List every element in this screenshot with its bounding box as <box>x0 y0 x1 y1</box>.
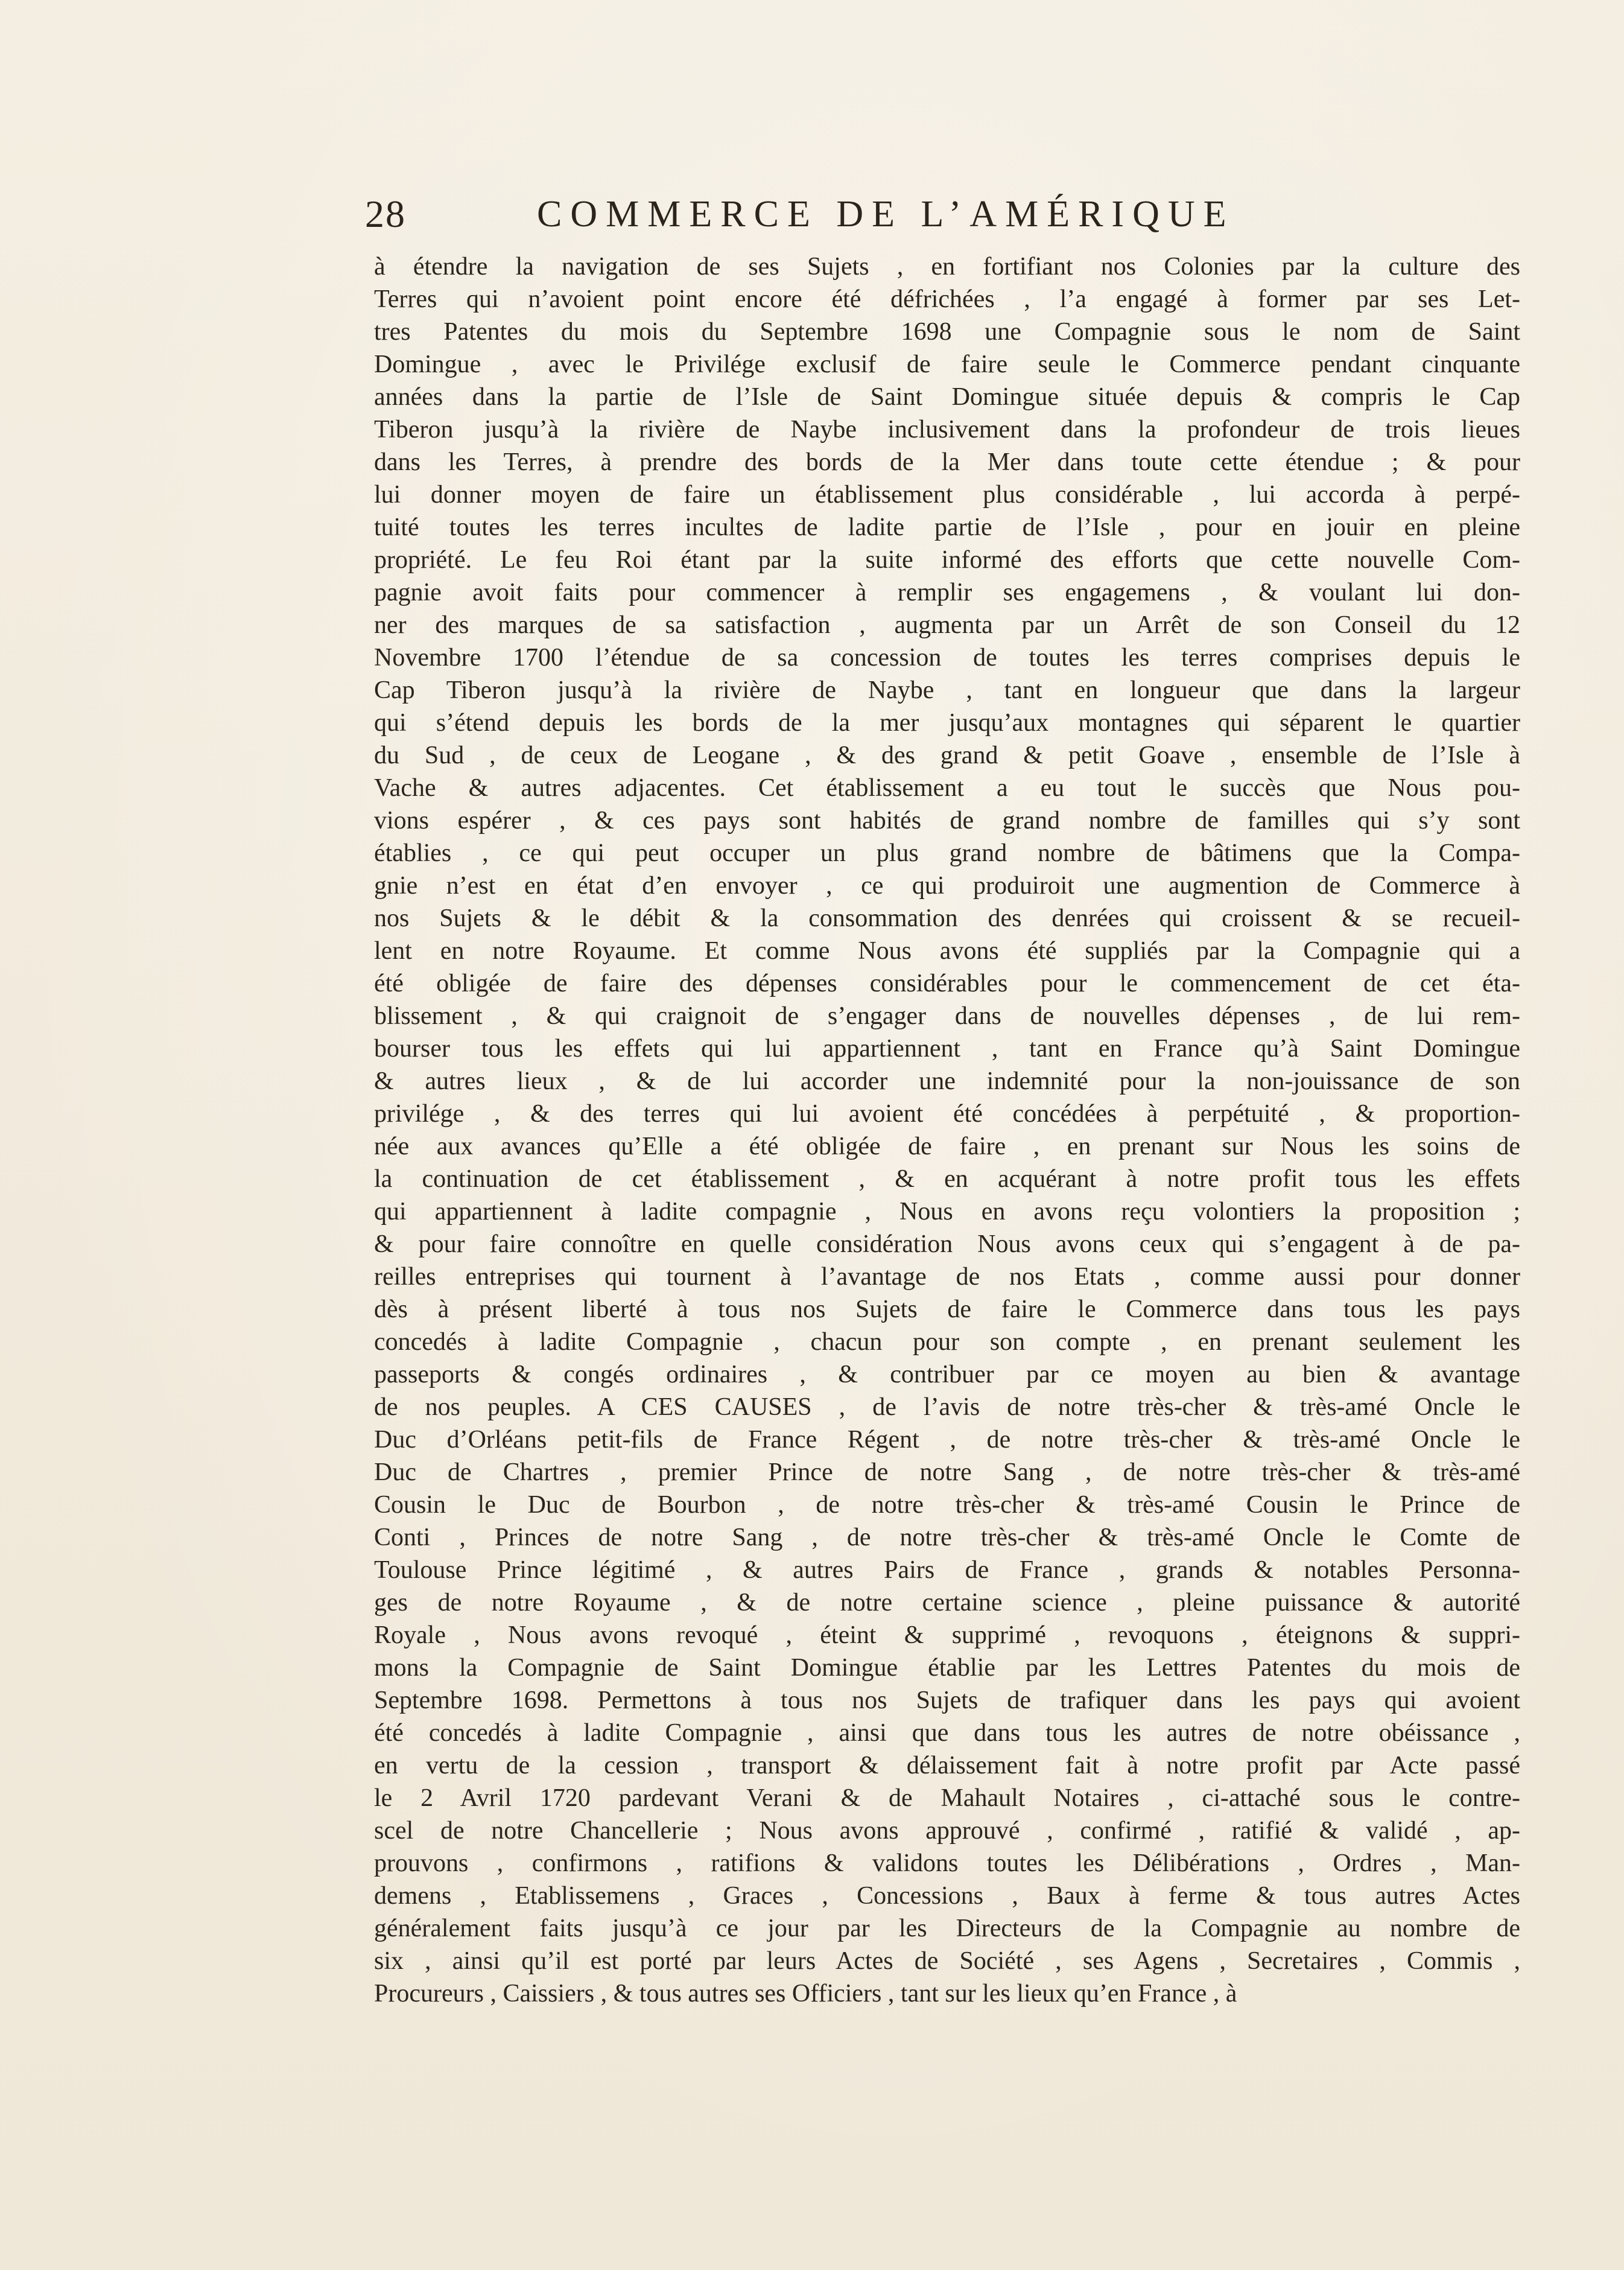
text-line: établies , ce qui peut occuper un plus grand nombre de bâtimens que la Compa- <box>374 839 1520 867</box>
body-text <box>374 250 1520 2010</box>
text-line: le 2 Avril 1720 pardevant Verani & de Mahault Notaires , ci-attaché sous le contre- <box>374 1784 1520 1812</box>
text-line: Vache & autres adjacentes. Cet établissement a eu tout le succès que Nous pou- <box>374 774 1520 802</box>
text-line: Cap Tiberon jusqu’à la rivière de Naybe , tant en longueur que dans la largeur <box>374 676 1520 704</box>
running-title: COMMERCE DE L’AMÉRIQUE <box>537 194 1235 235</box>
text-line: été obligée de faire des dépenses considérables pour le commencement de cet éta- <box>374 970 1520 997</box>
text-line: du Sud , de ceux de Leogane , & des grand & petit Goave , ensemble de l’Isle à <box>374 742 1520 769</box>
text-line: dans les Terres, à prendre des bords de la Mer dans toute cette étendue ; & pour <box>374 448 1520 476</box>
text-line: lui donner moyen de faire un établissement plus considérable , lui accorda à perpé- <box>374 481 1520 509</box>
text-line: nos Sujets & le débit & la consommation des denrées qui croissent & se recueil- <box>374 905 1520 932</box>
text-line: années dans la partie de l’Isle de Saint Domingue située depuis & compris le Cap <box>374 383 1520 411</box>
text-line: privilége , & des terres qui lui avoient été concédées à perpétuité , & proportion- <box>374 1100 1520 1128</box>
text-line: blissement , & qui craignoit de s’engager dans de nouvelles dépenses , de lui rem- <box>374 1002 1520 1030</box>
text-line: généralement faits jusqu’à ce jour par les Directeurs de la Compagnie au nombre de <box>374 1915 1520 1942</box>
text-line: concedés à ladite Compagnie , chacun pour son compte , en prenant seulement les <box>374 1328 1520 1356</box>
text-line: Cousin le Duc de Bourbon , de notre très-cher & très-amé Cousin le Prince de <box>374 1491 1520 1519</box>
text-line: Conti , Princes de notre Sang , de notre très-cher & très-amé Oncle le Comte de <box>374 1524 1520 1551</box>
text-line: Septembre 1698. Permettons à tous nos Sujets de trafiquer dans les pays qui avoient <box>374 1687 1520 1714</box>
text-line: mons la Compagnie de Saint Domingue établie par les Lettres Patentes du mois de <box>374 1654 1520 1682</box>
text-line: Duc de Chartres , premier Prince de notre Sang , de notre très-cher & très-amé <box>374 1458 1520 1486</box>
text-line: & pour faire connoître en quelle considération Nous avons ceux qui s’engagent à de pa- <box>374 1230 1520 1258</box>
text-line: prouvons , confirmons , ratifions & validons toutes les Délibérations , Ordres , Man- <box>374 1849 1520 1877</box>
text-line: reilles entreprises qui tournent à l’avantage de nos Etats , comme aussi pour donner <box>374 1263 1520 1291</box>
text-line: lent en notre Royaume. Et comme Nous avons été suppliés par la Compagnie qui a <box>374 937 1520 965</box>
text-line: Domingue , avec le Privilége exclusif de faire seule le Commerce pendant cinquante <box>374 351 1520 378</box>
text-line: demens , Etablissemens , Graces , Concessions , Baux à ferme & tous autres Actes <box>374 1882 1520 1910</box>
text-line: en vertu de la cession , transport & délaissement fait à notre profit par Acte passé <box>374 1752 1520 1779</box>
text-line: pagnie avoit faits pour commencer à remplir ses engagemens , & voulant lui don- <box>374 579 1520 606</box>
text-line: qui s’étend depuis les bords de la mer jusqu’aux montagnes qui séparent le quartier <box>374 709 1520 737</box>
text-line: née aux avances qu’Elle a été obligée de faire , en prenant sur Nous les soins de <box>374 1133 1520 1160</box>
text-line: tuité toutes les terres incultes de ladite partie de l’Isle , pour en jouir en pleine <box>374 513 1520 541</box>
text-line: dès à présent liberté à tous nos Sujets de faire le Commerce dans tous les pays <box>374 1296 1520 1323</box>
text-line: six , ainsi qu’il est porté par leurs Actes de Société , ses Agens , Secretaires , Commis , <box>374 1947 1520 1975</box>
text-line: de nos peuples. A CES CAUSES , de l’avis de notre très-cher & très-amé Oncle le <box>374 1393 1520 1421</box>
text-line: passeports & congés ordinaires , & contribuer par ce moyen au bien & avantage <box>374 1361 1520 1388</box>
text-line: scel de notre Chancellerie ; Nous avons approuvé , confirmé , ratifié & validé , ap- <box>374 1817 1520 1845</box>
text-line: tres Patentes du mois du Septembre 1698 une Compagnie sous le nom de Saint <box>374 318 1520 346</box>
text-line: propriété. Le feu Roi étant par la suite informé des efforts que cette nouvelle Com- <box>374 546 1520 574</box>
text-line: qui appartiennent à ladite compagnie , Nous en avons reçu volontiers la proposition ; <box>374 1198 1520 1226</box>
page-header <box>365 184 1348 244</box>
page-number: 28 <box>365 192 406 235</box>
text-line: & autres lieux , & de lui accorder une indemnité pour la non-jouissance de son <box>374 1067 1520 1095</box>
text-line: ner des marques de sa satisfaction , augmenta par un Arrêt de son Conseil du 12 <box>374 611 1520 639</box>
text-line: Novembre 1700 l’étendue de sa concession de toutes les terres comprises depuis le <box>374 644 1520 672</box>
text-line: vions espérer , & ces pays sont habités de grand nombre de familles qui s’y sont <box>374 807 1520 835</box>
text-line: Duc d’Orléans petit-fils de France Régent , de notre très-cher & très-amé Oncle le <box>374 1426 1520 1454</box>
text-line: gnie n’est en état d’en envoyer , ce qui produiroit une augmention de Commerce à <box>374 872 1520 900</box>
text-line: la continuation de cet établissement , & en acquérant à notre profit tous les effets <box>374 1165 1520 1193</box>
text-line: Procureurs , Caissiers , & tous autres ses Officiers , tant sur les lieux qu’en France , à <box>374 1980 1237 2008</box>
text-line: à étendre la navigation de ses Sujets , en fortifiant nos Colonies par la culture des <box>374 253 1520 281</box>
text-line: Tiberon jusqu’à la rivière de Naybe inclusivement dans la profondeur de trois lieues <box>374 416 1520 444</box>
text-line: été concedés à ladite Compagnie , ainsi que dans tous les autres de notre obéissance , <box>374 1719 1520 1747</box>
text-line: Toulouse Prince légitimé , & autres Pairs de France , grands & notables Personna- <box>374 1556 1520 1584</box>
text-line: Royale , Nous avons revoqué , éteint & supprimé , revoquons , éteignons & suppri- <box>374 1621 1520 1649</box>
text-line: Terres qui n’avoient point encore été défrichées , l’a engagé à former par ses Let- <box>374 285 1520 313</box>
text-line: bourser tous les effets qui lui appartiennent , tant en France qu’à Saint Domingue <box>374 1035 1520 1063</box>
text-line: ges de notre Royaume , & de notre certaine science , pleine puissance & autorité <box>374 1589 1520 1617</box>
